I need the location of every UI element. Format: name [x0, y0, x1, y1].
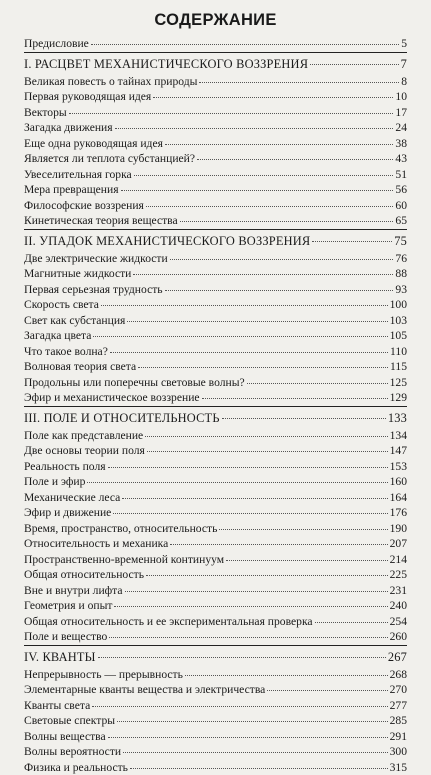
toc-entry-title: Элементарные кванты вещества и электричества [24, 682, 265, 698]
toc-entry-page-number: 240 [390, 598, 407, 614]
toc-entry [24, 167, 407, 183]
toc-entry-title: III. ПОЛЕ И ОТНОСИТЕЛЬНОСТЬ [24, 408, 220, 428]
toc-entry [24, 375, 407, 391]
dot-leader [92, 706, 387, 707]
toc-entry-page-number: 260 [390, 629, 407, 645]
toc-entry-title: Поле и эфир [24, 474, 85, 490]
toc-entry-title: Волны вещества [24, 729, 106, 745]
dot-leader [91, 44, 399, 45]
dot-leader [114, 606, 387, 607]
toc-entry-title: Загадка цвета [24, 328, 91, 344]
toc-entry [24, 614, 407, 630]
toc-entry [24, 344, 407, 360]
toc-entry-title: Геометрия и опыт [24, 598, 112, 614]
toc-entry-title: IV. КВАНТЫ [24, 647, 96, 667]
toc-entry [24, 744, 407, 760]
dot-leader [197, 159, 393, 160]
toc-entry-title: Кинетическая теория вещества [24, 213, 178, 229]
toc-entry-title: Загадка движения [24, 120, 113, 136]
page-title: СОДЕРЖАНИЕ [24, 10, 407, 30]
toc-entry-page-number: 153 [390, 459, 407, 475]
toc-entry [24, 521, 407, 537]
toc-entry-page-number: 60 [395, 198, 407, 214]
dot-leader [69, 113, 394, 114]
toc-entry-page-number: 88 [395, 266, 407, 282]
dot-leader [222, 418, 386, 419]
toc-entry-page-number: 225 [390, 567, 407, 583]
toc-entry-page-number: 5 [401, 36, 407, 52]
toc-entry-title: Непрерывность — прерывность [24, 667, 183, 683]
toc-entry-page-number: 160 [390, 474, 407, 490]
toc-entry-page-number: 65 [395, 213, 407, 229]
part-separator-rule [24, 406, 407, 407]
toc-entry [24, 359, 407, 375]
toc-entry-title: Великая повесть о тайнах природы [24, 74, 197, 90]
part-separator-rule [24, 645, 407, 646]
toc-entry-page-number: 103 [390, 313, 407, 329]
dot-leader [180, 221, 394, 222]
toc-entry-title: Увеселительная горка [24, 167, 132, 183]
toc-entry-title: II. УПАДОК МЕХАНИСТИЧЕСКОГО ВОЗЗРЕНИЯ [24, 231, 310, 251]
toc-entry [24, 251, 407, 267]
dot-leader [312, 241, 392, 242]
toc-entry-page-number: 110 [390, 344, 407, 360]
toc-entry [24, 598, 407, 614]
toc-entry-page-number: 176 [390, 505, 407, 521]
toc-part-heading [24, 408, 407, 428]
toc-entry [24, 583, 407, 599]
toc-entry [24, 505, 407, 521]
dot-leader [170, 544, 387, 545]
toc-entry [24, 459, 407, 475]
dot-leader [202, 398, 388, 399]
toc-entry-title: Пространственно-временной континуум [24, 552, 224, 568]
dot-leader [93, 336, 387, 337]
toc-entry-title: Световые спектры [24, 713, 115, 729]
toc-entry-page-number: 300 [390, 744, 407, 760]
toc-entry-page-number: 277 [390, 698, 407, 714]
toc-entry-page-number: 231 [390, 583, 407, 599]
dot-leader [170, 259, 394, 260]
toc-entry-title: Вне и внутри лифта [24, 583, 123, 599]
toc-entry [24, 182, 407, 198]
dot-leader [101, 305, 388, 306]
toc-entry [24, 713, 407, 729]
toc-entry [24, 120, 407, 136]
toc-entry [24, 629, 407, 645]
table-of-contents [24, 36, 407, 775]
toc-entry [24, 282, 407, 298]
toc-entry [24, 443, 407, 459]
toc-entry-page-number: 267 [388, 647, 407, 667]
toc-entry-page-number: 268 [390, 667, 407, 683]
toc-entry [24, 567, 407, 583]
dot-leader [98, 657, 386, 658]
dot-leader [146, 575, 388, 576]
dot-leader [109, 637, 387, 638]
toc-entry-title: Механические леса [24, 490, 120, 506]
toc-entry-page-number: 105 [390, 328, 407, 344]
dot-leader [113, 513, 387, 514]
dot-leader [147, 451, 388, 452]
dot-leader [130, 768, 388, 769]
toc-entry [24, 682, 407, 698]
toc-entry-page-number: 270 [390, 682, 407, 698]
toc-entry-title: I. РАСЦВЕТ МЕХАНИСТИЧЕСКОГО ВОЗЗРЕНИЯ [24, 54, 308, 74]
toc-entry-page-number: 51 [395, 167, 407, 183]
toc-entry [24, 474, 407, 490]
dot-leader [127, 321, 387, 322]
toc-part-heading [24, 647, 407, 667]
dot-leader [125, 591, 388, 592]
dot-leader [117, 721, 388, 722]
toc-entry [24, 313, 407, 329]
part-separator-rule [24, 52, 407, 53]
dot-leader [108, 467, 388, 468]
toc-entry [24, 490, 407, 506]
toc-entry-page-number: 190 [390, 521, 407, 537]
toc-entry-page-number: 43 [395, 151, 407, 167]
toc-entry-page-number: 38 [395, 136, 407, 152]
toc-entry-page-number: 24 [395, 120, 407, 136]
toc-entry-page-number: 75 [394, 231, 407, 251]
toc-entry-page-number: 125 [390, 375, 407, 391]
toc-entry-title: Поле как представление [24, 428, 143, 444]
toc-entry-page-number: 291 [390, 729, 407, 745]
toc-entry-page-number: 100 [390, 297, 407, 313]
toc-entry-title: Что такое волна? [24, 344, 108, 360]
dot-leader [165, 290, 394, 291]
toc-entry-title: Физика и реальность [24, 760, 128, 775]
toc-entry-page-number: 56 [395, 182, 407, 198]
dot-leader [115, 128, 394, 129]
toc-entry-page-number: 129 [390, 390, 407, 406]
toc-entry-title: Философские воззрения [24, 198, 144, 214]
dot-leader [138, 367, 388, 368]
toc-entry-title: Векторы [24, 105, 67, 121]
toc-entry [24, 328, 407, 344]
toc-entry [24, 74, 407, 90]
dot-leader [145, 436, 387, 437]
toc-entry-title: Свет как субстанция [24, 313, 125, 329]
toc-entry-page-number: 214 [390, 552, 407, 568]
toc-entry-title: Две электрические жидкости [24, 251, 168, 267]
dot-leader [315, 622, 388, 623]
toc-entry-page-number: 10 [395, 89, 407, 105]
toc-entry-page-number: 164 [390, 490, 407, 506]
toc-part-heading [24, 54, 407, 74]
toc-entry [24, 552, 407, 568]
toc-entry [24, 667, 407, 683]
toc-entry-title: Первая серьезная трудность [24, 282, 163, 298]
toc-entry-title: Время, пространство, относительность [24, 521, 217, 537]
toc-entry-page-number: 134 [390, 428, 407, 444]
dot-leader [87, 482, 387, 483]
toc-entry-title: Относительность и механика [24, 536, 168, 552]
toc-entry-page-number: 93 [395, 282, 407, 298]
toc-entry [24, 297, 407, 313]
toc-entry-title: Продольны или поперечны световые волны? [24, 375, 245, 391]
toc-entry-title: Две основы теории поля [24, 443, 145, 459]
toc-entry-title: Является ли теплота субстанцией? [24, 151, 195, 167]
dot-leader [267, 690, 387, 691]
toc-entry [24, 698, 407, 714]
dot-leader [199, 82, 399, 83]
toc-entry-page-number: 285 [390, 713, 407, 729]
dot-leader [310, 64, 398, 65]
toc-entry-page-number: 8 [401, 74, 407, 90]
dot-leader [134, 175, 394, 176]
dot-leader [133, 274, 393, 275]
toc-entry-page-number: 76 [395, 251, 407, 267]
toc-entry [24, 390, 407, 406]
toc-entry [24, 105, 407, 121]
toc-entry-page-number: 315 [390, 760, 407, 775]
dot-leader [110, 352, 388, 353]
toc-entry-title: Общая относительность и ее экспериментальная проверка [24, 614, 313, 630]
dot-leader [108, 737, 388, 738]
toc-entry [24, 136, 407, 152]
toc-entry [24, 428, 407, 444]
toc-entry [24, 266, 407, 282]
dot-leader [185, 675, 388, 676]
toc-entry-page-number: 17 [395, 105, 407, 121]
toc-entry-title: Скорость света [24, 297, 99, 313]
toc-entry-page-number: 7 [401, 54, 407, 74]
toc-entry-title: Общая относительность [24, 567, 144, 583]
toc-entry [24, 198, 407, 214]
dot-leader [226, 560, 388, 561]
toc-entry [24, 89, 407, 105]
toc-entry-page-number: 115 [390, 359, 407, 375]
part-separator-rule [24, 229, 407, 230]
toc-entry-title: Волновая теория света [24, 359, 136, 375]
toc-part-heading [24, 231, 407, 251]
toc-entry-title: Эфир и движение [24, 505, 111, 521]
toc-entry-title: Эфир и механистическое воззрение [24, 390, 200, 406]
toc-entry [24, 36, 407, 52]
dot-leader [121, 190, 394, 191]
dot-leader [122, 498, 387, 499]
toc-entry-title: Мера превращения [24, 182, 119, 198]
toc-entry-title: Реальность поля [24, 459, 106, 475]
toc-entry-title: Еще одна руководящая идея [24, 136, 163, 152]
toc-entry-title: Магнитные жидкости [24, 266, 131, 282]
toc-entry [24, 729, 407, 745]
toc-entry-title: Первая руководящая идея [24, 89, 151, 105]
toc-entry [24, 151, 407, 167]
toc-entry-page-number: 147 [390, 443, 407, 459]
dot-leader [219, 529, 387, 530]
dot-leader [153, 97, 393, 98]
toc-entry-title: Волны вероятности [24, 744, 121, 760]
dot-leader [146, 206, 394, 207]
toc-entry [24, 760, 407, 775]
toc-entry-title: Кванты света [24, 698, 90, 714]
toc-entry-title: Поле и вещество [24, 629, 107, 645]
dot-leader [165, 144, 393, 145]
toc-entry-page-number: 254 [390, 614, 407, 630]
toc-entry-page-number: 207 [390, 536, 407, 552]
toc-entry-title: Предисловие [24, 36, 89, 52]
toc-entry [24, 213, 407, 229]
toc-entry-page-number: 133 [388, 408, 407, 428]
dot-leader [247, 383, 388, 384]
dot-leader [123, 752, 388, 753]
toc-entry [24, 536, 407, 552]
